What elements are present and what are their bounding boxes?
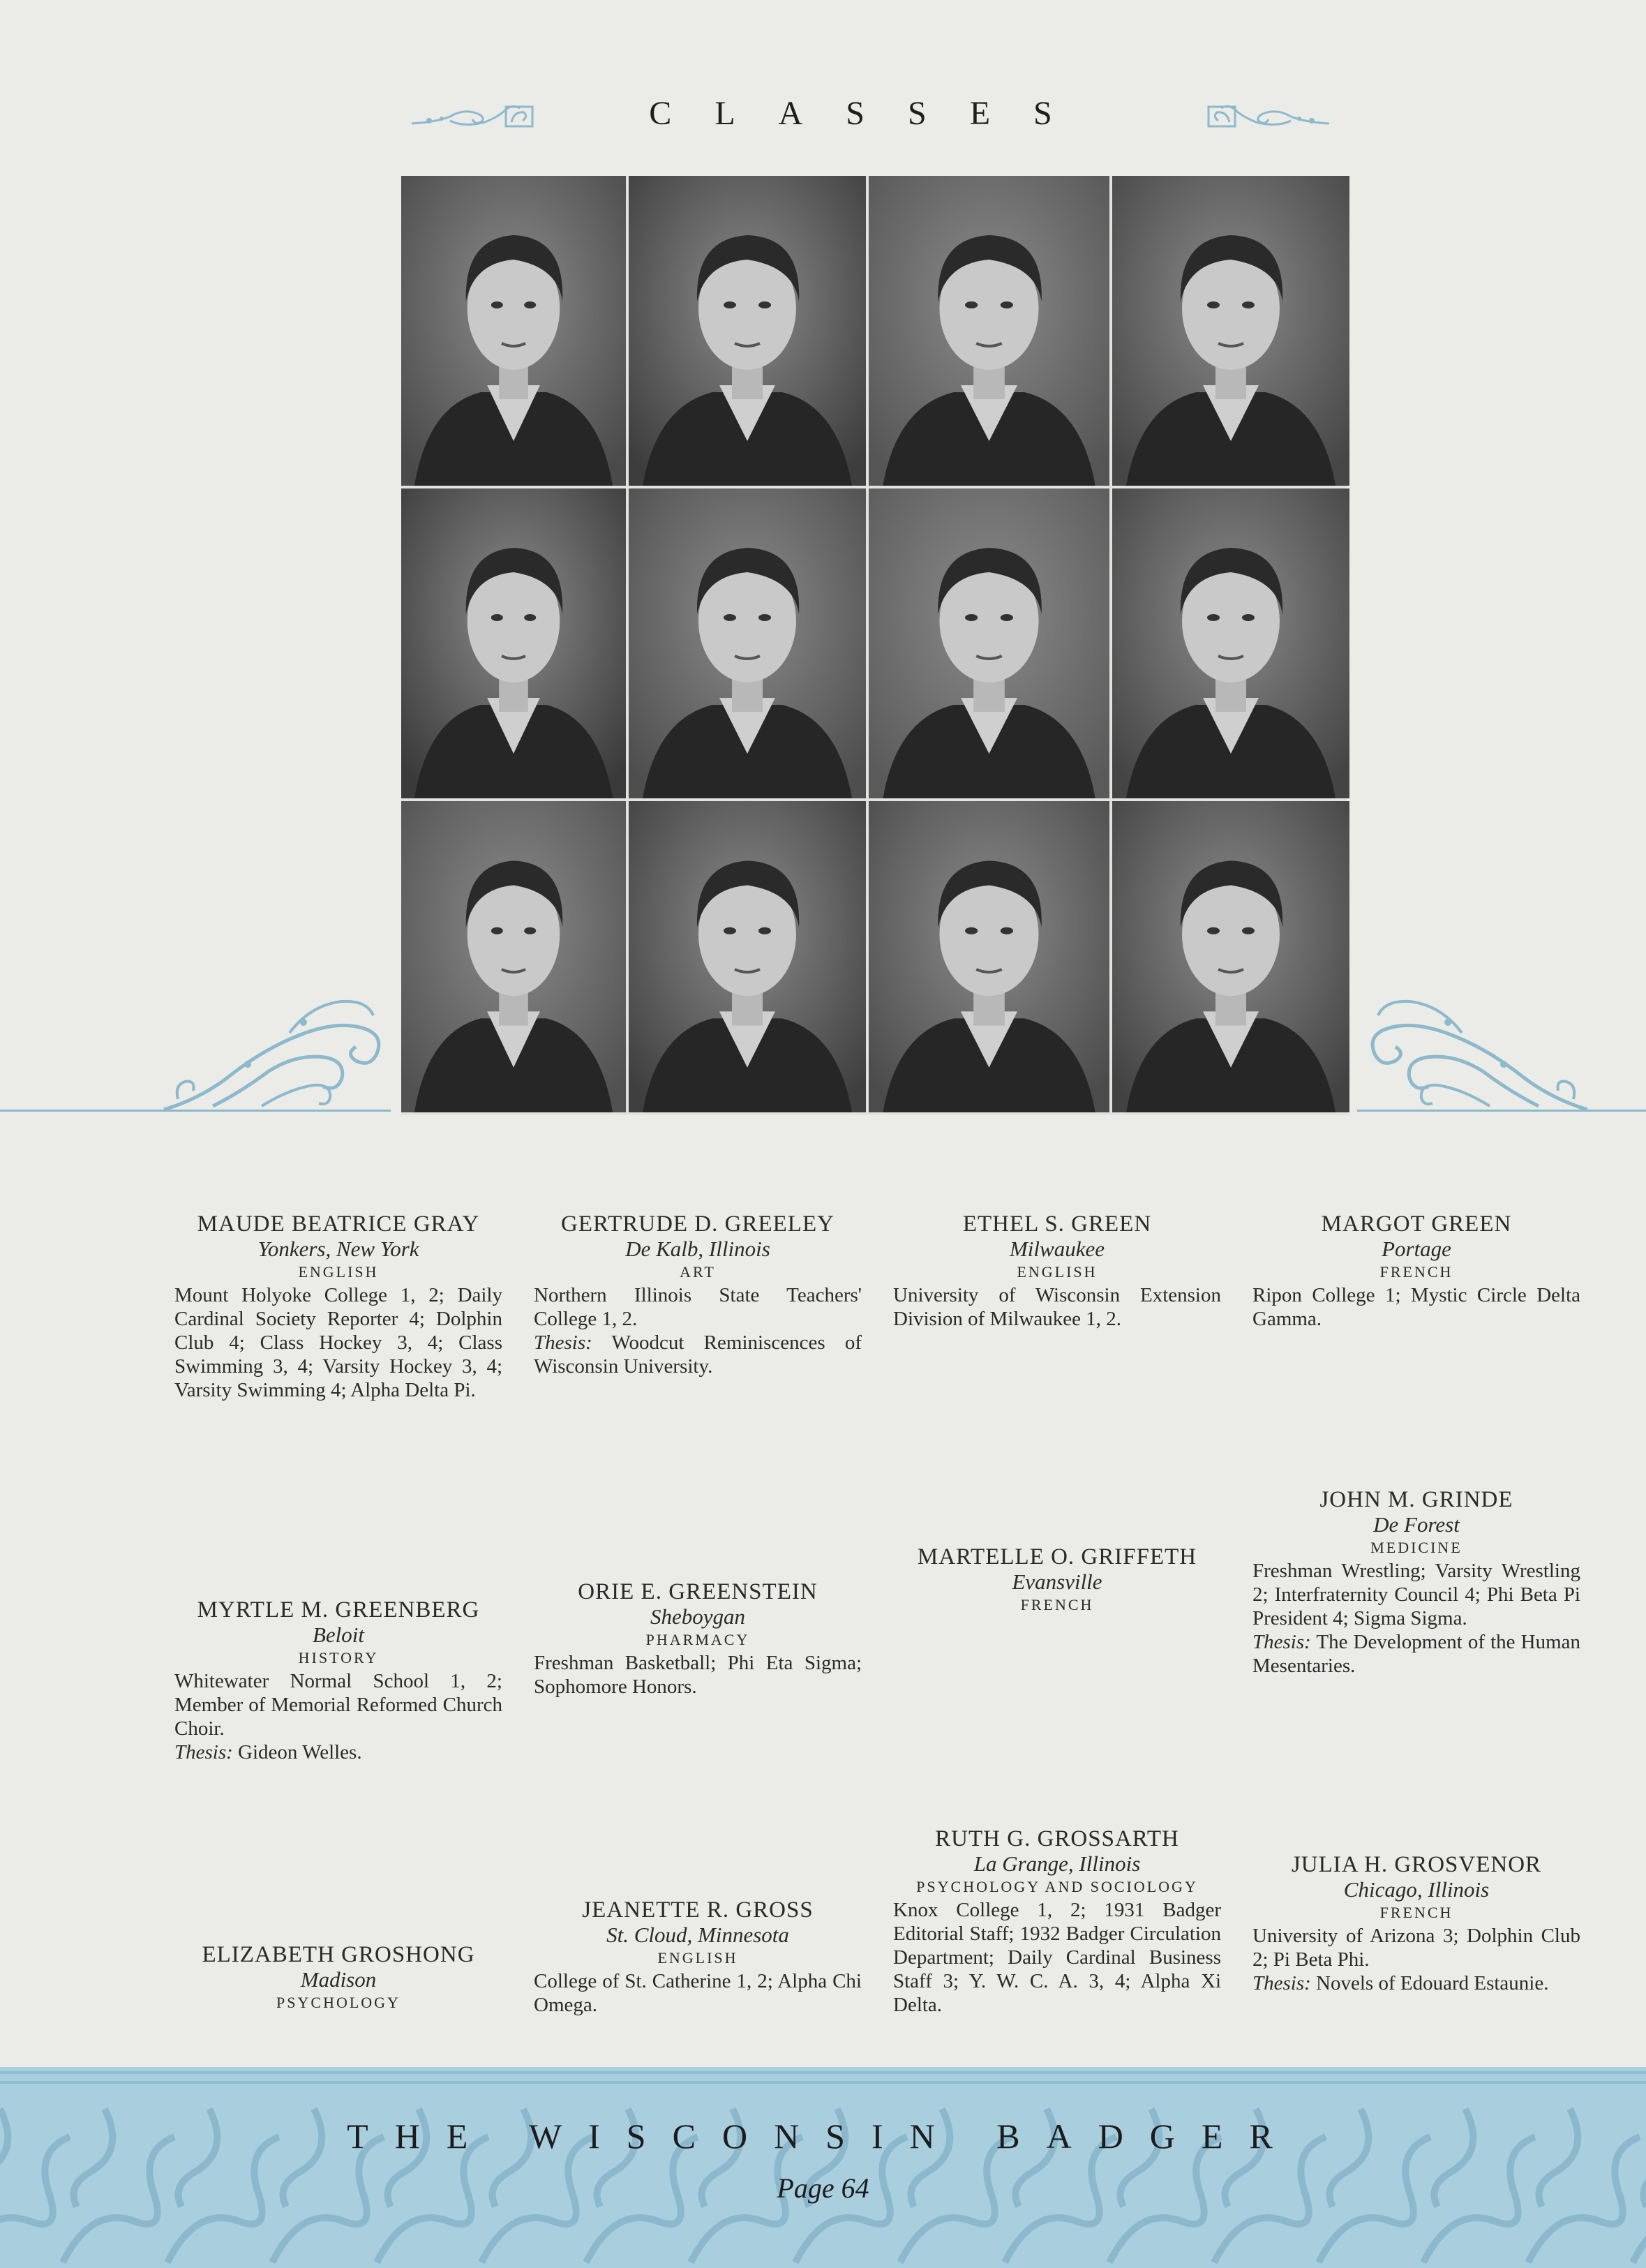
- page-footer: [0, 2067, 1646, 2268]
- entry-julia-h-grosvenor: [1252, 1851, 1580, 1995]
- department: PSYCHOLOGY: [276, 1994, 401, 2011]
- page-header: [0, 91, 1646, 147]
- activities: College of St. Catherine 1, 2; Alpha Chi Omega.: [534, 1970, 862, 2016]
- entry-maude-beatrice-gray: [174, 1211, 502, 1402]
- thesis-label: Thesis:: [1252, 1972, 1311, 1994]
- entry-ethel-s-green: [893, 1211, 1221, 1331]
- right-header-ornament-icon: [1204, 101, 1333, 133]
- department: HISTORY: [298, 1649, 379, 1666]
- department: ENGLISH: [657, 1949, 738, 1967]
- left-header-ornament-icon: [408, 101, 537, 133]
- portrait-6: [629, 488, 866, 798]
- department: FRENCH: [1379, 1263, 1453, 1281]
- thesis-label: Thesis:: [1252, 1631, 1311, 1653]
- portrait-image: [401, 176, 626, 486]
- entry-ruth-g-grossarth: [893, 1826, 1221, 2017]
- activities: Ripon College 1; Mystic Circle Delta Gamma.: [1252, 1284, 1580, 1330]
- hometown: Portage: [1382, 1237, 1451, 1261]
- portrait-image: [1112, 488, 1349, 798]
- portrait-11: [869, 801, 1109, 1112]
- entry-john-m-grinde: [1252, 1486, 1580, 1678]
- student-name: ELIZABETH GROSHONG: [202, 1942, 475, 1967]
- entry-margot-green: [1252, 1211, 1580, 1331]
- hometown: Sheboygan: [650, 1604, 746, 1629]
- portrait-image: [629, 176, 866, 486]
- department: FRENCH: [1379, 1904, 1453, 1921]
- portrait-5: [401, 488, 626, 798]
- portrait-image: [629, 488, 866, 798]
- portrait-image: [869, 488, 1109, 798]
- activities: Freshman Basketball; Phi Eta Sigma; Sophomore Honors.: [534, 1652, 862, 1698]
- department: PSYCHOLOGY AND SOCIOLOGY: [916, 1878, 1198, 1895]
- right-scroll-ornament-icon: [1364, 994, 1594, 1113]
- activities: Whitewater Normal School 1, 2; Member of Memorial Reformed Church Choir.: [174, 1670, 502, 1740]
- department: ENGLISH: [298, 1263, 379, 1281]
- footer-pattern-icon: [0, 2067, 1646, 2268]
- activities: University of Wisconsin Extension Division of Milwaukee 1, 2.: [893, 1284, 1221, 1330]
- hometown: Milwaukee: [1009, 1237, 1105, 1261]
- activities: Northern Illinois State Teachers' College 1, 2.: [534, 1284, 862, 1330]
- entry-martelle-o-griffeth: [893, 1544, 1221, 1616]
- portrait-image: [401, 801, 626, 1112]
- department: ENGLISH: [1017, 1263, 1098, 1281]
- student-name: GERTRUDE D. GREELEY: [561, 1211, 835, 1237]
- thesis-title: Gideon Welles.: [232, 1741, 362, 1763]
- student-name: ORIE E. GREENSTEIN: [578, 1579, 818, 1604]
- student-name: JULIA H. GROSVENOR: [1291, 1852, 1542, 1877]
- portrait-grid: [401, 176, 1347, 1115]
- thesis: [534, 1331, 862, 1378]
- portrait-1: [401, 176, 626, 486]
- portrait-image: [401, 488, 626, 798]
- page-title: CLASSES: [649, 95, 1095, 132]
- thesis: [1252, 1630, 1580, 1678]
- student-name: JEANETTE R. GROSS: [582, 1897, 814, 1923]
- student-name: JOHN M. GRINDE: [1319, 1487, 1513, 1512]
- left-scroll-ornament-icon: [157, 994, 387, 1113]
- portrait-image: [629, 801, 866, 1112]
- entry-jeanette-r-gross: [534, 1897, 862, 2017]
- portrait-10: [629, 801, 866, 1112]
- student-name: MAUDE BEATRICE GRAY: [197, 1211, 480, 1237]
- portrait-3: [869, 176, 1109, 486]
- portrait-4: [1112, 176, 1349, 486]
- thesis-label: Thesis:: [534, 1331, 592, 1354]
- thesis-title: The Development of the Human Mesentaries.: [1252, 1631, 1580, 1677]
- thesis: [174, 1740, 502, 1764]
- student-name: ETHEL S. GREEN: [962, 1211, 1152, 1237]
- portrait-2: [629, 176, 866, 486]
- page-number: Page 64: [777, 2172, 869, 2204]
- thesis-title: Woodcut Reminiscences of Wisconsin University.: [534, 1331, 862, 1378]
- hometown: Yonkers, New York: [257, 1237, 419, 1261]
- hometown: St. Cloud, Minnesota: [606, 1923, 789, 1947]
- student-name: MARTELLE O. GRIFFETH: [917, 1544, 1197, 1569]
- hometown: Evansville: [1012, 1569, 1102, 1594]
- thesis-label: Thesis:: [174, 1741, 233, 1763]
- publication-title: THE WISCONSIN BADGER: [347, 2117, 1299, 2156]
- department: FRENCH: [1020, 1596, 1094, 1613]
- department: PHARMACY: [645, 1631, 750, 1648]
- portrait-9: [401, 801, 626, 1112]
- footer-top-rule: [0, 2071, 1646, 2074]
- thesis-title: Novels of Edouard Estaunie.: [1310, 1972, 1549, 1994]
- activities: Mount Holyoke College 1, 2; Daily Cardinal Society Reporter 4; Dolphin Club 4; Class Hockey 3, 4; Class Swimming 3, 4; Varsity Hockey 3, 4; Varsity Swimming 4; Alpha Delta Pi.: [174, 1284, 502, 1401]
- hometown: La Grange, Illinois: [973, 1851, 1141, 1876]
- student-name: RUTH G. GROSSARTH: [935, 1826, 1179, 1851]
- hometown: De Forest: [1373, 1512, 1460, 1537]
- footer-inner-rule: [0, 2081, 1646, 2084]
- activities: Freshman Wrestling; Varsity Wrestling 2; Interfraternity Council 4; Phi Beta Pi President 4; Sigma Sigma.: [1252, 1560, 1580, 1629]
- entry-elizabeth-groshong: [174, 1941, 502, 2014]
- department: MEDICINE: [1370, 1539, 1462, 1556]
- portrait-7: [869, 488, 1109, 798]
- portrait-image: [869, 176, 1109, 486]
- student-name: MARGOT GREEN: [1321, 1211, 1512, 1237]
- activities: Knox College 1, 2; 1931 Badger Editorial Staff; 1932 Badger Circulation Department; Daily Cardinal Business Staff 3; Y. W. C. A. 3, 4; Alpha Xi Delta.: [893, 1899, 1221, 2016]
- portrait-image: [1112, 801, 1349, 1112]
- portrait-image: [869, 801, 1109, 1112]
- hometown: Chicago, Illinois: [1343, 1877, 1490, 1902]
- entry-myrtle-m-greenberg: [174, 1597, 502, 1764]
- activities: University of Arizona 3; Dolphin Club 2; Pi Beta Phi.: [1252, 1925, 1580, 1971]
- portrait-12: [1112, 801, 1349, 1112]
- hometown: De Kalb, Illinois: [625, 1237, 770, 1261]
- portrait-image: [1112, 176, 1349, 486]
- thesis: [1252, 1971, 1580, 1995]
- department: ART: [680, 1263, 716, 1281]
- hometown: Madison: [300, 1967, 377, 1992]
- portrait-8: [1112, 488, 1349, 798]
- student-name: MYRTLE M. GREENBERG: [197, 1597, 480, 1622]
- hometown: Beloit: [312, 1622, 365, 1647]
- entry-orie-e-greenstein: [534, 1579, 862, 1699]
- entry-gertrude-d-greeley: [534, 1211, 862, 1378]
